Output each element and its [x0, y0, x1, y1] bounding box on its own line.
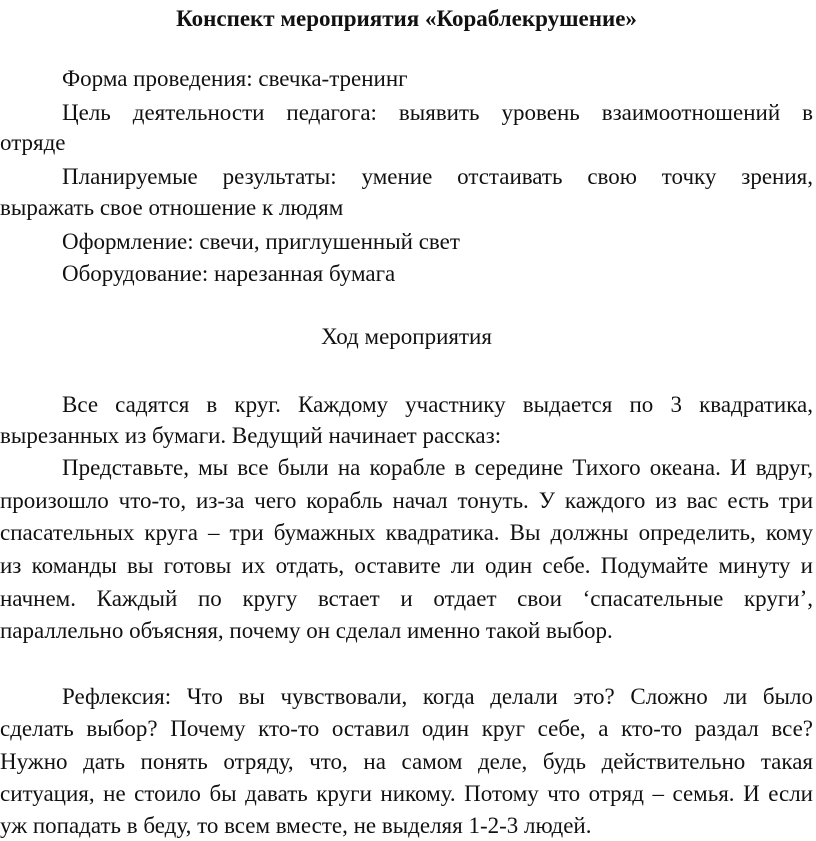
body-line: вырезанных из бумаги. Ведущий начинает рассказ:	[0, 423, 502, 448]
body-line: спасательных круга – три бумажных квадратика. Вы должны определить, кому	[0, 520, 813, 545]
reflection-line: Нужно дать понять отряду, что, на самом деле, будь действительно такая	[0, 749, 813, 774]
body-line: Представьте, мы все были на корабле в середине Тихого океана. И вдруг,	[62, 455, 813, 480]
reflection-line: ситуация, не стоило бы давать круги никому. Потому что отряд – семья. И если	[0, 781, 813, 806]
body-line: произошло что-то, из-за чего корабль начал тонуть. У каждого из вас есть три	[0, 488, 813, 513]
body-line: из команды вы готовы их отдать, оставите ли один себе. Подумайте минуту и	[0, 553, 813, 578]
body-line: начнем. Каждый по кругу встает и отдает свои ‘спасательные круги’,	[0, 586, 813, 611]
goal-line: Цель деятельности педагога: выявить уровень взаимоотношений в	[62, 100, 813, 125]
reflection-line: Рефлексия: Что вы чувствовали, когда делали это? Сложно ли было	[62, 684, 813, 709]
results-line-continued: выражать свое отношение к людям	[0, 195, 344, 220]
reflection-line: сделать выбор? Почему кто-то оставил один круг себе, а кто-то раздал все?	[0, 716, 813, 741]
equipment-line: Оборудование: нарезанная бумага	[62, 261, 396, 286]
document-title: Конспект мероприятия «Кораблекрушение»	[176, 6, 637, 31]
results-line: Планируемые результаты: умение отстаивать свою точку зрения,	[62, 164, 813, 189]
reflection-line: уж попадать в беду, то всем вместе, не выделяя 1-2-3 людей.	[0, 813, 592, 838]
section-heading: Ход мероприятия	[321, 324, 492, 349]
goal-line-continued: отряде	[0, 130, 66, 155]
body-line: Все садятся в круг. Каждому участнику выдается по 3 квадратика,	[62, 392, 813, 417]
design-line: Оформление: свечи, приглушенный свет	[62, 229, 460, 254]
body-line: параллельно объясняя, почему он сделал именно такой выбор.	[0, 618, 613, 643]
form-line: Форма проведения: свечка-тренинг	[62, 66, 408, 91]
